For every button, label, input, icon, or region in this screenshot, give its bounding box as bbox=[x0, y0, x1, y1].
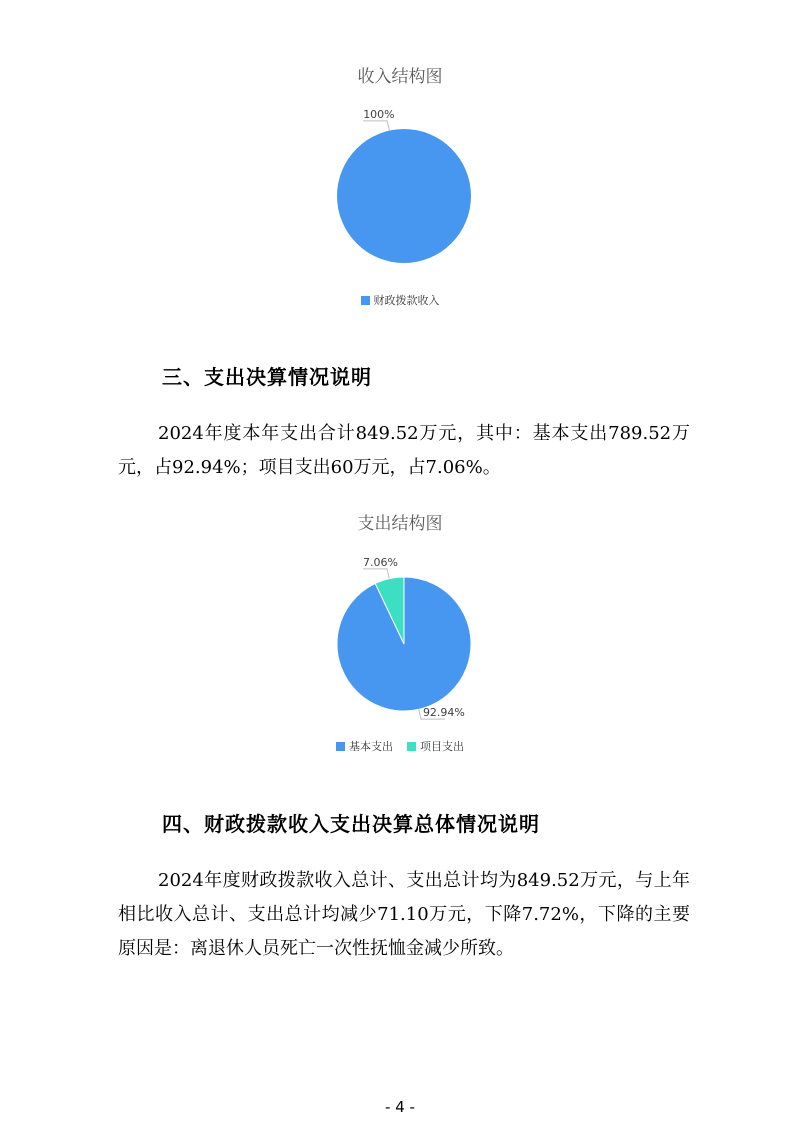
legend-item bbox=[336, 738, 393, 754]
data-label: 7.06% bbox=[363, 555, 399, 569]
chart-legend bbox=[0, 738, 800, 754]
data-label: 100% bbox=[363, 107, 395, 121]
legend-label: 财政拨款收入 bbox=[373, 294, 440, 307]
section-heading: 四、财政拨款收入支出决算总体情况说明 bbox=[162, 812, 540, 836]
section-heading: 三、支出决算情况说明 bbox=[162, 365, 372, 389]
chart-title: 收入结构图 bbox=[357, 67, 443, 87]
income-pie-chart bbox=[0, 107, 800, 283]
expenditure-pie-chart bbox=[0, 540, 800, 725]
label-leader-line bbox=[363, 121, 389, 131]
page-number: - 4 - bbox=[385, 1098, 415, 1116]
legend-label: 基本支出 bbox=[349, 740, 393, 753]
legend-swatch bbox=[407, 742, 416, 751]
legend-swatch bbox=[336, 742, 345, 751]
legend-label: 项目支出 bbox=[420, 740, 464, 753]
section-paragraph: 2024年度财政拨款收入总计、支出总计均为849.52万元，与上年相比收入总计、支出总计均减少71.10万元，下降7.72%，下降的主要原因是：离退休人员死亡一次性抚恤金减少所致。 bbox=[118, 870, 690, 959]
pie-slice bbox=[337, 129, 471, 263]
legend-item bbox=[407, 738, 464, 754]
data-label: 92.94% bbox=[422, 706, 465, 720]
legend-item bbox=[361, 292, 440, 308]
label-leader-line bbox=[363, 569, 389, 579]
legend-swatch bbox=[361, 296, 370, 305]
chart-legend bbox=[0, 292, 800, 308]
section-paragraph: 2024年度本年支出合计849.52万元，其中：基本支出789.52万元，占92.94%；项目支出60万元，占7.06%。 bbox=[118, 423, 690, 478]
chart-title: 支出结构图 bbox=[357, 514, 443, 534]
